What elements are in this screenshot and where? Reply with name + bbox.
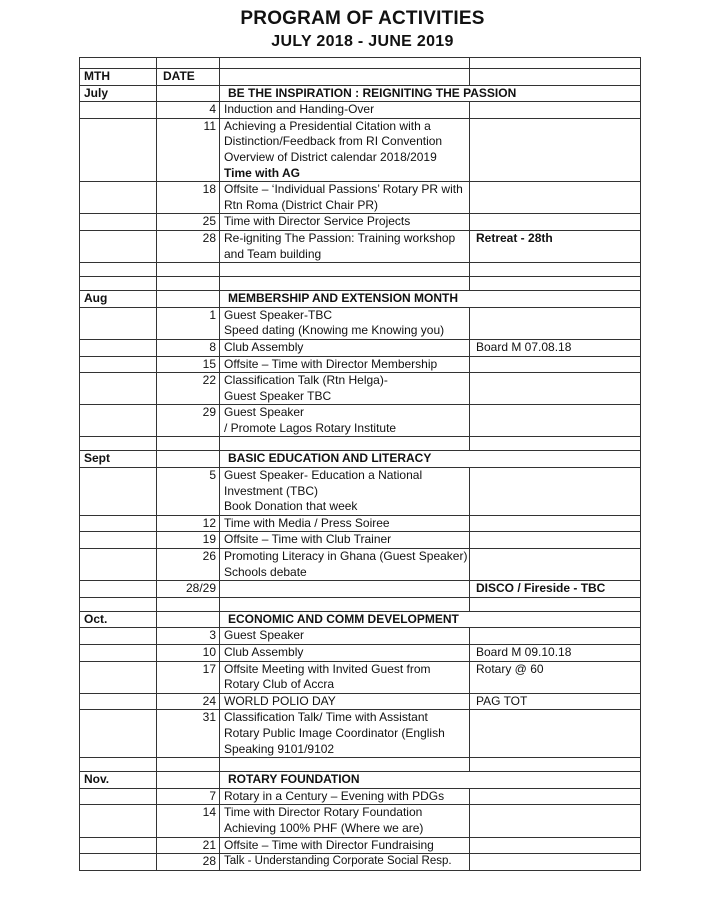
activity-description [220, 788, 470, 805]
activity-line: Guest Speaker [224, 405, 305, 420]
spacer-cell [470, 597, 641, 611]
activity-line: Time with Media / Press Soiree [224, 515, 390, 530]
mth-cell [80, 854, 157, 871]
activity-date: 28 [157, 854, 220, 871]
month-date-cell [157, 85, 220, 102]
header-row [80, 69, 641, 86]
activity-date: 3 [157, 628, 220, 645]
table-row [80, 532, 641, 549]
activity-line: Guest Speaker-TBC [224, 307, 333, 322]
table-row [80, 854, 641, 871]
activity-note [470, 356, 641, 373]
mth-cell [80, 581, 157, 598]
table-row [80, 645, 641, 662]
spacer-cell [220, 263, 470, 277]
activity-description [220, 515, 470, 532]
activity-note [470, 837, 641, 854]
spacer-row [80, 437, 641, 451]
table-row [80, 837, 641, 854]
month-label: July [80, 85, 157, 102]
month-date-cell [157, 772, 220, 789]
activity-date: 8 [157, 339, 220, 356]
activity-line: Guest Speaker- Education a National [224, 468, 423, 483]
table-row [80, 581, 641, 598]
mth-cell [80, 373, 157, 405]
mth-cell [80, 102, 157, 119]
table-row [80, 373, 641, 405]
activity-line: Achieving a Presidential Citation with a [224, 118, 431, 133]
mth-cell [80, 710, 157, 758]
table-row [80, 661, 641, 693]
activity-note [470, 118, 641, 181]
activity-description [220, 693, 470, 710]
activity-note [470, 549, 641, 581]
spacer-row [80, 263, 641, 277]
spacer-cell [157, 437, 220, 451]
activity-note [470, 307, 641, 339]
activity-date: 18 [157, 182, 220, 214]
activities-table [79, 57, 641, 871]
table-row [80, 214, 641, 231]
month-date-cell [157, 611, 220, 628]
mth-cell [80, 693, 157, 710]
document-title: PROGRAM OF ACTIVITIES [240, 8, 485, 29]
activity-line: Rotary Public Image Coordinator (English [224, 725, 445, 740]
activity-line: Club Assembly [224, 645, 304, 659]
activity-note [470, 515, 641, 532]
activity-date: 24 [157, 693, 220, 710]
spacer-cell [470, 437, 641, 451]
activity-note [470, 710, 641, 758]
month-header-row [80, 85, 641, 102]
activity-note [470, 373, 641, 405]
activity-note [470, 854, 641, 871]
activity-date: 10 [157, 645, 220, 662]
month-theme: ECONOMIC AND COMM DEVELOPMENT [220, 611, 641, 628]
spacer-cell [157, 277, 220, 291]
mth-cell [80, 532, 157, 549]
activity-line: Re-igniting The Passion: Training workshop [224, 230, 456, 245]
activity-date: 12 [157, 515, 220, 532]
activity-note: Rotary @ 60 [470, 661, 641, 693]
activity-line: Promoting Literacy in Ghana (Guest Speaker) [224, 549, 468, 564]
activity-line-bold: Time with AG [224, 165, 301, 180]
activity-line: Speaking 9101/9102 [224, 741, 335, 756]
table-top-spacer-row [80, 58, 641, 69]
activity-line: Classification Talk/ Time with Assistant [224, 710, 428, 725]
activity-line: Offsite Meeting with Invited Guest from [224, 661, 431, 676]
activity-description [220, 373, 470, 405]
activity-date: 17 [157, 661, 220, 693]
activity-date: 22 [157, 373, 220, 405]
spacer-cell [220, 437, 470, 451]
activity-note [470, 468, 641, 516]
activity-note: Retreat - 28th [470, 230, 641, 262]
activity-description [220, 102, 470, 119]
activity-line: Book Donation that week [224, 499, 358, 514]
activity-line: Rotary in a Century – Evening with PDGs [224, 788, 445, 803]
activity-note [470, 182, 641, 214]
activity-line: Induction and Handing-Over [224, 102, 375, 117]
activity-note: PAG TOT [470, 693, 641, 710]
table-row [80, 549, 641, 581]
activity-note: Board M 09.10.18 [470, 645, 641, 662]
activity-line: Time with Director Service Projects [224, 214, 411, 229]
month-theme: BE THE INSPIRATION : REIGNITING THE PASSION [220, 85, 641, 102]
spacer-cell [80, 263, 157, 277]
activity-description [220, 405, 470, 437]
month-header-row [80, 611, 641, 628]
month-header-row [80, 451, 641, 468]
table-row [80, 356, 641, 373]
mth-cell [80, 356, 157, 373]
activity-description [220, 837, 470, 854]
activity-note [470, 214, 641, 231]
activity-line: Investment (TBC) [224, 483, 319, 498]
activity-line: Offsite – Time with Director Membership [224, 356, 438, 371]
activity-date: 28 [157, 230, 220, 262]
table-row [80, 230, 641, 262]
table-row [80, 339, 641, 356]
activity-date: 21 [157, 837, 220, 854]
mth-cell [80, 468, 157, 516]
activity-date: 11 [157, 118, 220, 181]
activity-description [220, 468, 470, 516]
table-row [80, 788, 641, 805]
activity-description [220, 581, 470, 598]
month-header-row [80, 772, 641, 789]
activity-date: 15 [157, 356, 220, 373]
table-row [80, 710, 641, 758]
activity-description [220, 645, 470, 662]
activity-description [220, 710, 470, 758]
activity-description [220, 182, 470, 214]
mth-cell [80, 405, 157, 437]
mth-cell [80, 628, 157, 645]
activity-line: Distinction/Feedback from RI Convention [224, 134, 443, 149]
activity-date: 26 [157, 549, 220, 581]
activity-description [220, 356, 470, 373]
spacer-cell [220, 277, 470, 291]
mth-cell [80, 339, 157, 356]
mth-cell [80, 645, 157, 662]
activity-note: DISCO / Fireside - TBC [470, 581, 641, 598]
activity-line: Speed dating (Knowing me Knowing you) [224, 323, 445, 338]
spacer-cell [80, 277, 157, 291]
activity-line: Guest Speaker TBC [224, 388, 332, 403]
activity-line: Offsite – Time with Club Trainer [224, 532, 392, 547]
month-theme: MEMBERSHIP AND EXTENSION MONTH [220, 291, 641, 308]
activity-line: Rtn Roma (District Chair PR) [224, 197, 379, 212]
month-date-cell [157, 291, 220, 308]
activity-description [220, 230, 470, 262]
spacer-cell [80, 437, 157, 451]
activity-description [220, 214, 470, 231]
activity-line: Schools debate [224, 564, 307, 579]
activity-line: WORLD POLIO DAY [224, 693, 336, 708]
activity-line [224, 581, 465, 597]
activity-line: Club Assembly [224, 339, 304, 354]
activity-date: 1 [157, 307, 220, 339]
activity-date: 19 [157, 532, 220, 549]
activity-date: 25 [157, 214, 220, 231]
month-label: Sept [80, 451, 157, 468]
mth-cell [80, 230, 157, 262]
activity-description [220, 307, 470, 339]
header-date: DATE [157, 69, 220, 86]
month-theme: BASIC EDUCATION AND LITERACY [220, 451, 641, 468]
activity-description [220, 628, 470, 645]
spacer-cell [80, 597, 157, 611]
mth-cell [80, 307, 157, 339]
spacer-cell [220, 597, 470, 611]
spacer-cell [470, 277, 641, 291]
month-theme: ROTARY FOUNDATION [220, 772, 641, 789]
activity-line: and Team building [224, 246, 322, 261]
mth-cell [80, 805, 157, 837]
activity-note [470, 788, 641, 805]
activities-table-body [80, 58, 641, 871]
activity-description [220, 805, 470, 837]
spacer-cell [157, 597, 220, 611]
activity-note [470, 102, 641, 119]
activity-line: Guest Speaker [224, 628, 305, 643]
activity-line: Time with Director Rotary Foundation [224, 805, 423, 820]
month-label: Aug [80, 291, 157, 308]
month-label: Nov. [80, 772, 157, 789]
activity-note [470, 405, 641, 437]
activity-note [470, 628, 641, 645]
mth-cell [80, 549, 157, 581]
spacer-row [80, 758, 641, 772]
table-row [80, 405, 641, 437]
table-row [80, 628, 641, 645]
activity-line: Offsite – Time with Director Fundraising [224, 837, 434, 852]
activity-description [220, 118, 470, 181]
activity-line: Classification Talk (Rtn Helga)- [224, 373, 388, 388]
table-row [80, 102, 641, 119]
activity-description [220, 854, 470, 871]
mth-cell [80, 118, 157, 181]
mth-cell [80, 788, 157, 805]
mth-cell [80, 182, 157, 214]
activity-description [220, 339, 470, 356]
month-date-cell [157, 451, 220, 468]
activity-line: Overview of District calendar 2018/2019 [224, 149, 437, 164]
spacer-row [80, 277, 641, 291]
table-row [80, 515, 641, 532]
table-row [80, 182, 641, 214]
activity-line: / Promote Lagos Rotary Institute [224, 420, 397, 435]
spacer-cell [80, 758, 157, 772]
activity-date: 4 [157, 102, 220, 119]
table-row [80, 693, 641, 710]
month-label: Oct. [80, 611, 157, 628]
activity-description [220, 532, 470, 549]
mth-cell [80, 837, 157, 854]
spacer-cell [220, 758, 470, 772]
activity-note [470, 805, 641, 837]
table-row [80, 805, 641, 837]
activity-description [220, 549, 470, 581]
activity-date: 5 [157, 468, 220, 516]
table-row [80, 118, 641, 181]
activity-date: 14 [157, 805, 220, 837]
spacer-cell [157, 263, 220, 277]
spacer-row [80, 597, 641, 611]
activity-date: 31 [157, 710, 220, 758]
activity-note [470, 532, 641, 549]
document-subtitle: JULY 2018 - JUNE 2019 [271, 33, 454, 50]
spacer-cell [470, 263, 641, 277]
mth-cell [80, 661, 157, 693]
activity-line: Achieving 100% PHF (Where we are) [224, 820, 424, 835]
activity-line: Offsite – ‘Individual Passions’ Rotary PR with [224, 182, 463, 197]
activity-date: 28/29 [157, 581, 220, 598]
mth-cell [80, 214, 157, 231]
activity-description [220, 661, 470, 693]
header-mth: MTH [80, 69, 157, 86]
spacer-cell [470, 758, 641, 772]
mth-cell [80, 515, 157, 532]
month-header-row [80, 291, 641, 308]
activity-line: Rotary Club of Accra [224, 677, 335, 692]
activity-date: 29 [157, 405, 220, 437]
activity-line: Talk - Understanding Corporate Social Resp. [224, 855, 452, 868]
activity-date: 7 [157, 788, 220, 805]
spacer-cell [157, 758, 220, 772]
table-row [80, 468, 641, 516]
table-row [80, 307, 641, 339]
activity-note: Board M 07.08.18 [470, 339, 641, 356]
